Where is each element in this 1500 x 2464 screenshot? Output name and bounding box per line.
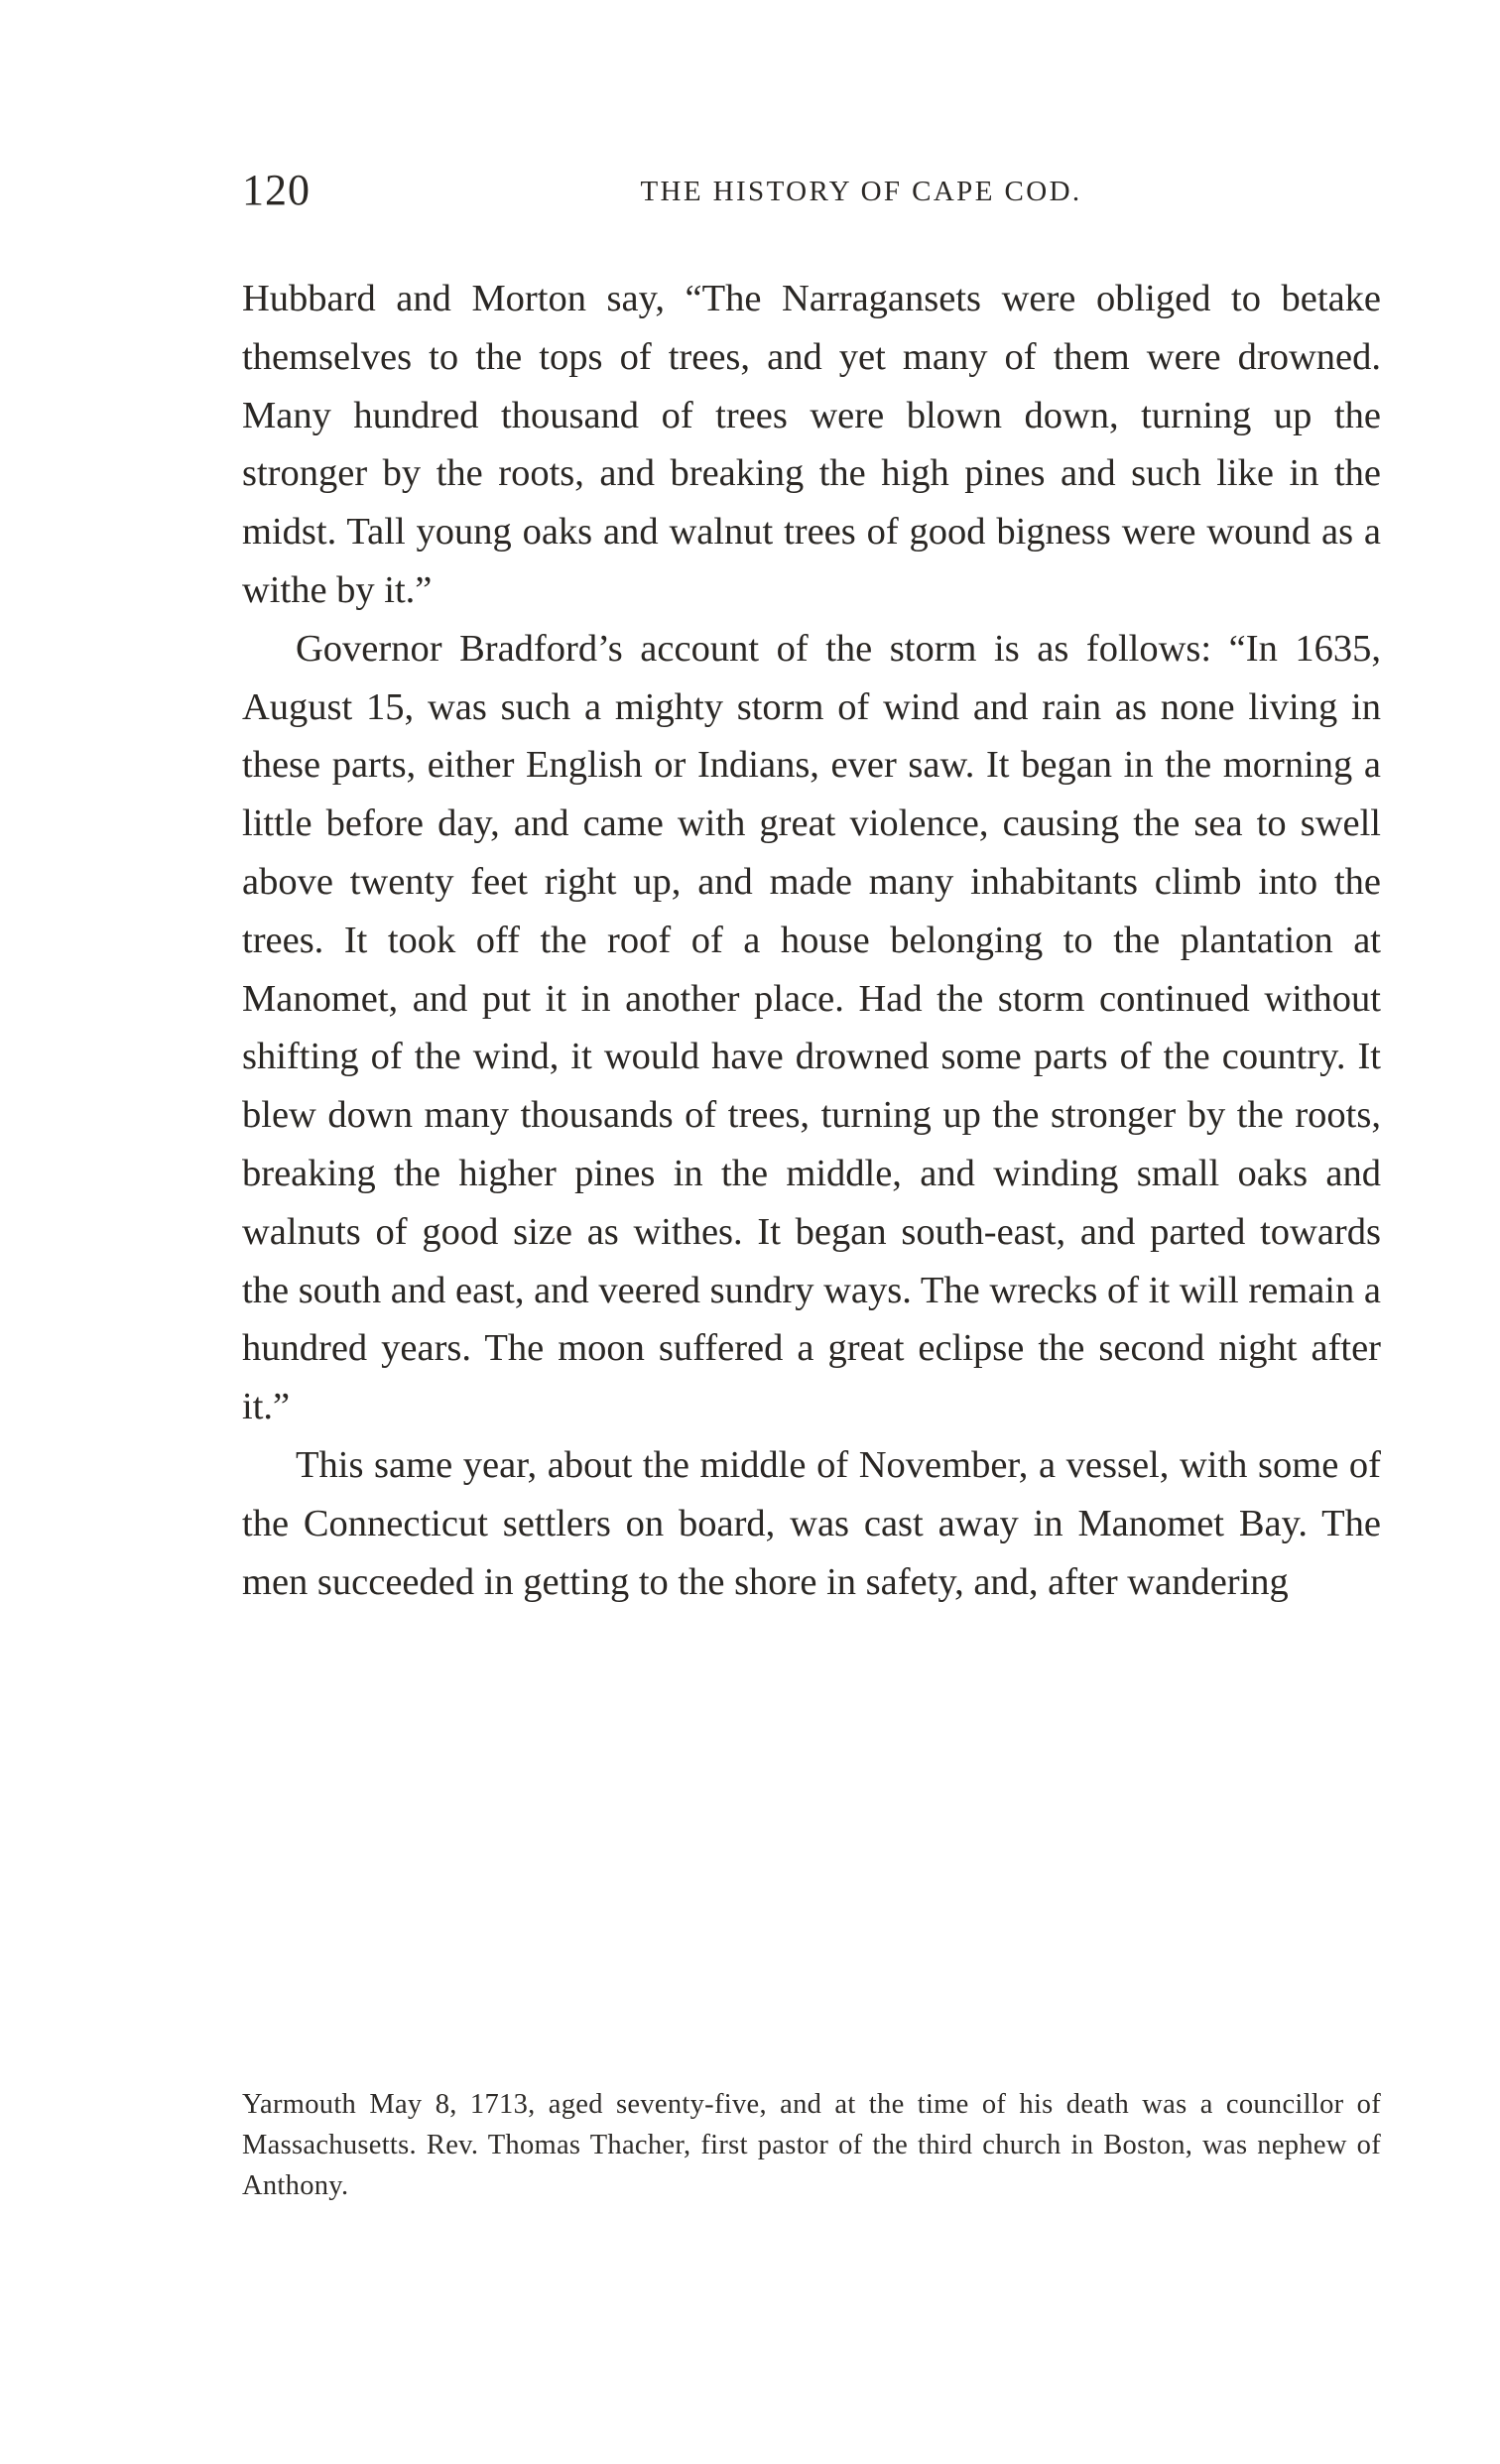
paragraph-bradford-account: Governor Bradford’s account of the storm is as follows: “In 1635, August 15, was such a mighty storm of wind and rain as none living in these parts, either English or Indians, ever saw. It began in the morning a little before day, and came with great violence, causing the sea to swell above twenty feet right up, and made many inhabitants climb into the trees. It took off the roof of a house belonging to the plantation at Manomet, and put it in another place. Had the storm continued without shifting of the wind, it would have drowned some parts of the country. It blew down many thousands of trees, turning up the stronger by the roots, breaking the higher pines in the middle, and winding small oaks and walnuts of good size as withes. It began south-east, and parted towards the south and east, and veered sundry ways. The wrecks of it will remain a hundred years. The moon suffered a great eclipse the second night after it.” <box>242 627 1381 1428</box>
paragraph-hubbard-morton-quote: Hubbard and Morton say, “The Narragansets were obliged to betake themselves to the tops of trees, and yet many of them were drowned. Many hundred thousand of trees were blown down, turning up the stronger by the roots, and breaking the high pines and such like in the midst. Tall young oaks and walnut trees of good bigness were wound as a withe by it.” <box>242 278 1381 611</box>
footnote-text: Yarmouth May 8, 1713, aged seventy-five, and at the time of his death was a councillor of Massachusetts. Rev. Thomas Thacher, first pastor of the third church in Boston, was nephew of Anthony. <box>242 2089 1381 2201</box>
body-text <box>242 270 1381 1611</box>
page-header <box>242 165 1391 214</box>
page-number: 120 <box>242 166 311 214</box>
footnote <box>242 2084 1381 2206</box>
running-head: THE HISTORY OF CAPE COD. <box>640 176 1082 207</box>
paragraph-manomet-shipwreck: This same year, about the middle of November, a vessel, with some of the Connecticut settlers on board, was cast away in Manomet Bay. The men succeeded in getting to the shore in safety, and, after wandering <box>242 1443 1381 1603</box>
